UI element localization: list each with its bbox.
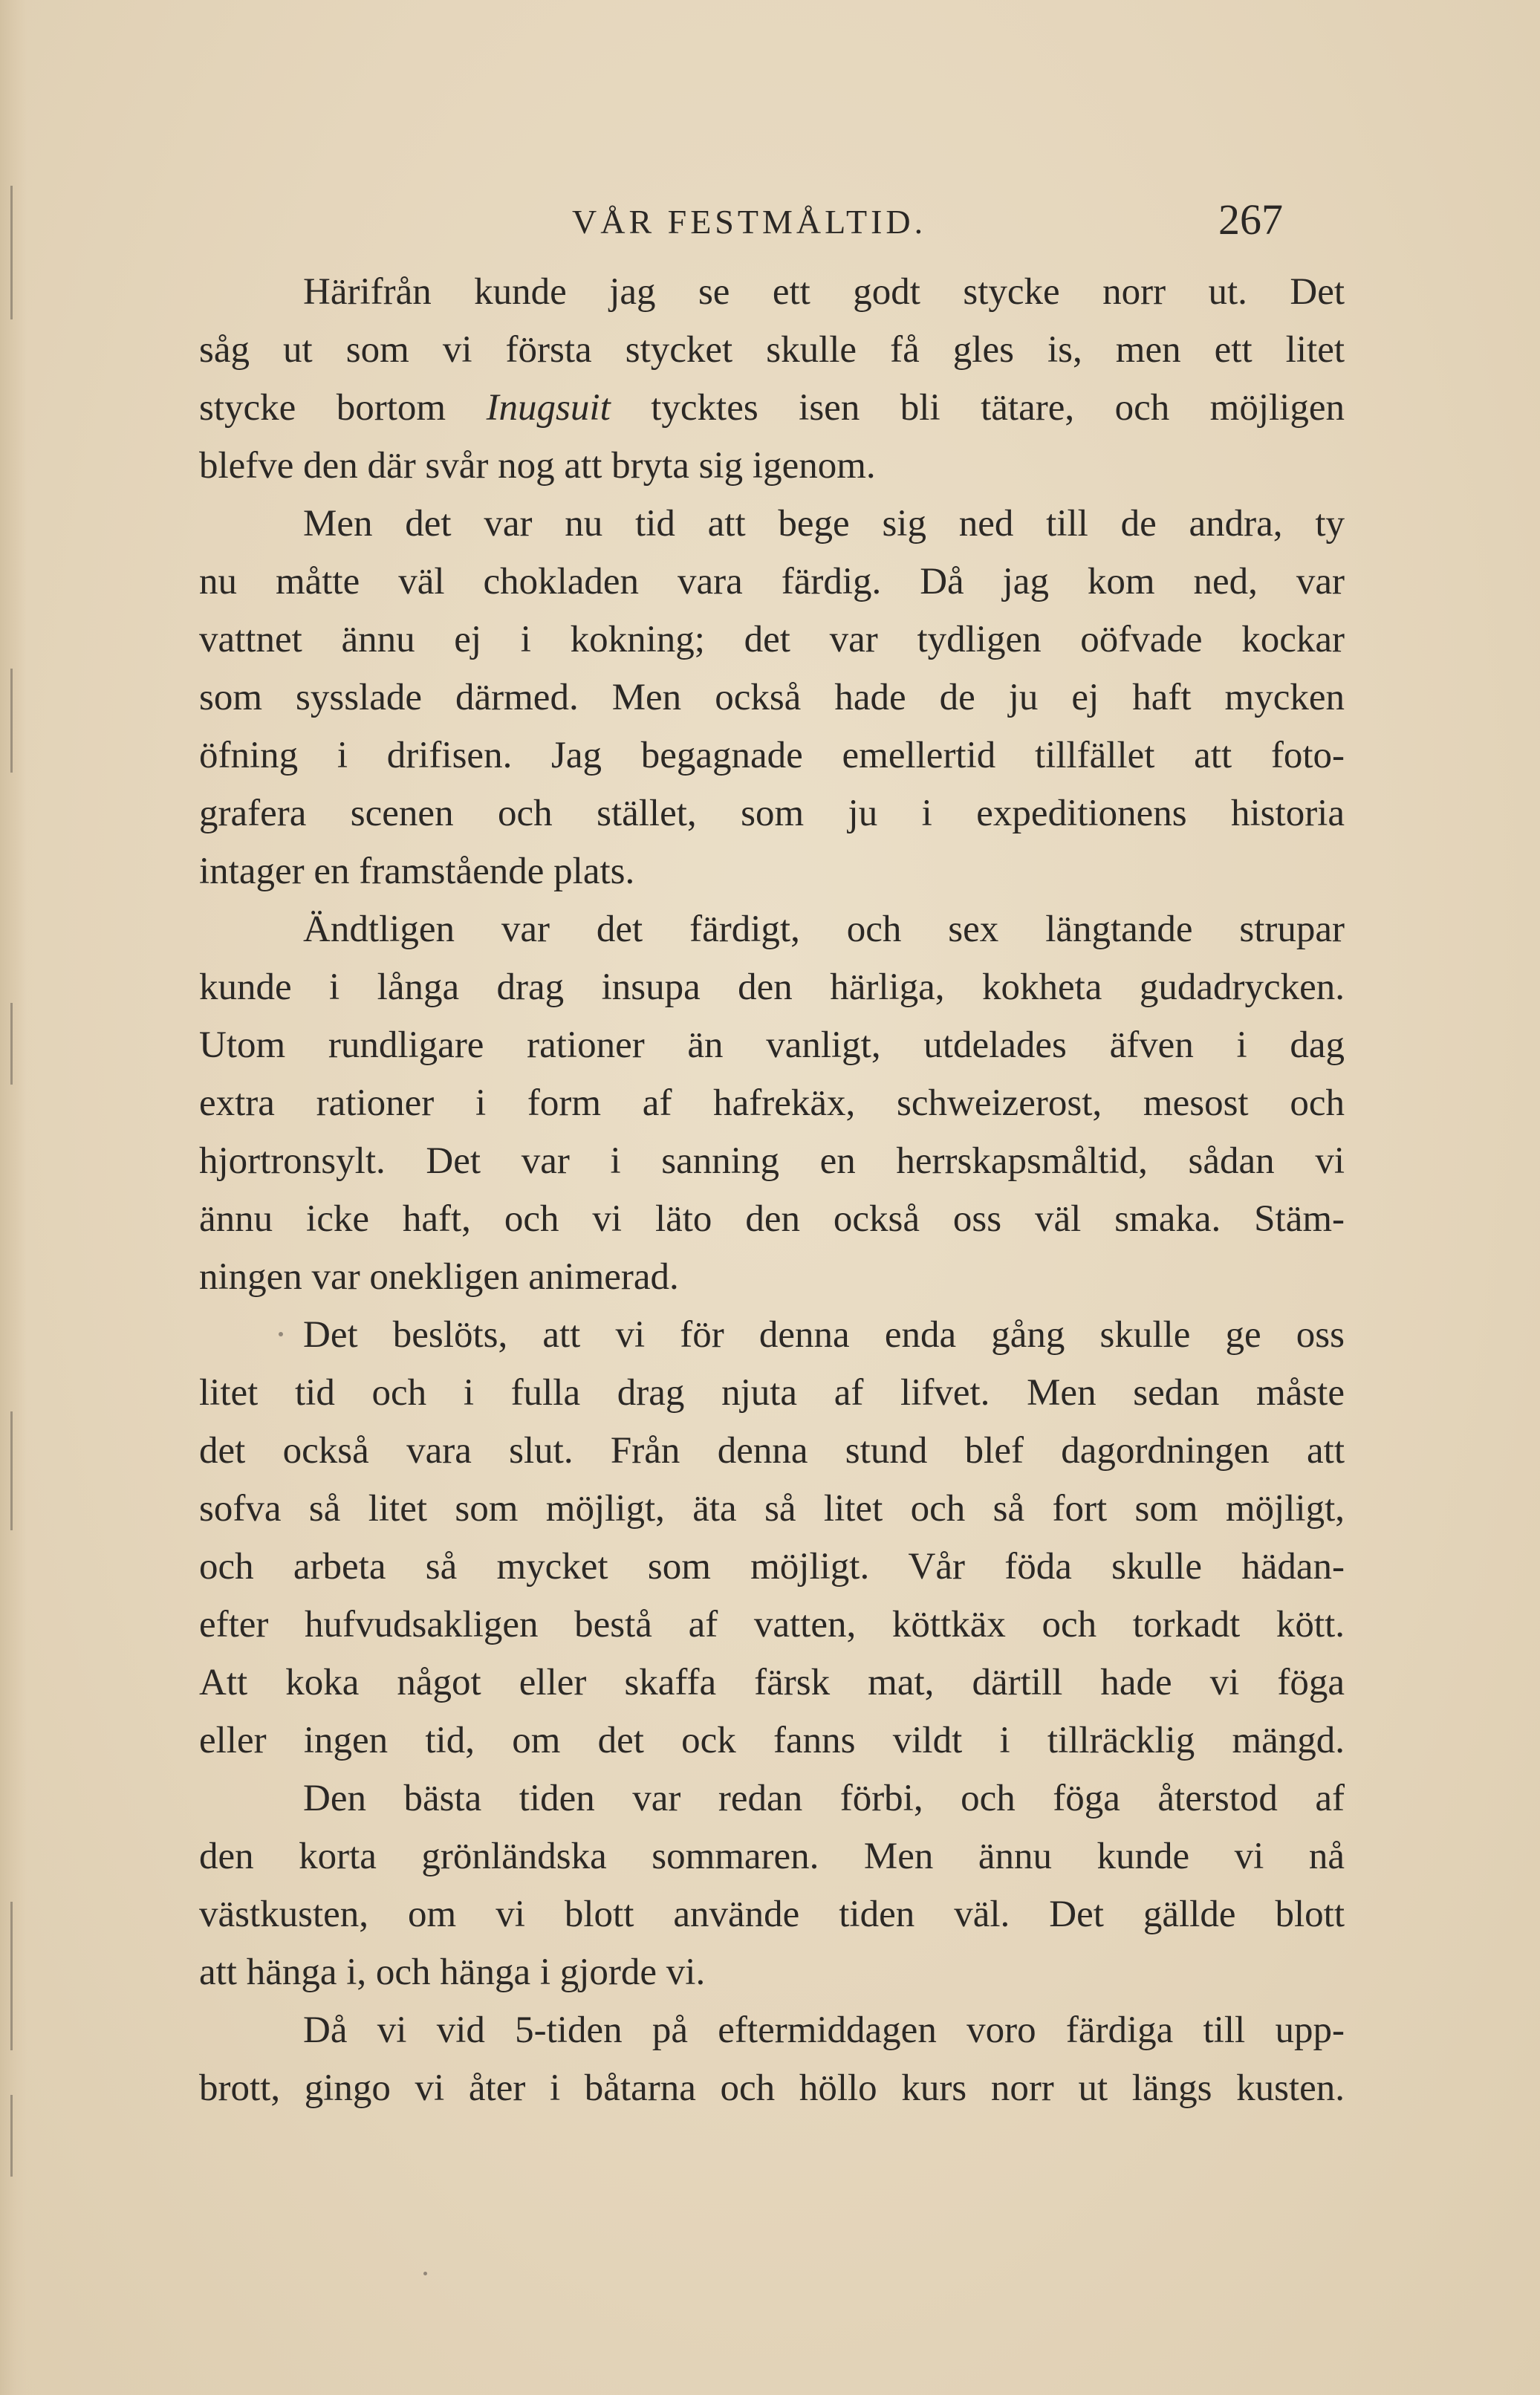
binding-edge-mark xyxy=(10,1003,13,1085)
place-name: Inugsuit xyxy=(486,387,611,429)
text-line: den korta grönländska sommaren. Men ännu kunde vi nå xyxy=(199,1836,1345,1877)
text-line: efter hufvudsakligen bestå af vatten, köttkäx och torkadt kött. xyxy=(199,1604,1345,1645)
text-line: hjortronsylt. Det var i sanning en herrskapsmåltid, sådan vi xyxy=(199,1140,1345,1182)
binding-edge-mark xyxy=(10,1902,13,2050)
text-line: ännu icke haft, och vi läto den också oss väl smaka. Stäm- xyxy=(199,1198,1345,1240)
text-line: intager en framstående plats. xyxy=(199,851,635,892)
text-line: sofva så litet som möjligt, äta så litet och så fort som möjligt, xyxy=(199,1488,1345,1530)
page-number: 267 xyxy=(1218,195,1283,244)
text-line xyxy=(199,379,1345,437)
text-line: nu måtte väl chokladen vara färdig. Då jag kom ned, var xyxy=(199,561,1345,602)
text-line: det också vara slut. Från denna stund blef dagordningen att xyxy=(199,1430,1345,1472)
text-line: Ändtligen var det färdigt, och sex längtande strupar xyxy=(303,909,1345,950)
binding-edge-mark xyxy=(10,669,13,773)
text-line: som sysslade därmed. Men också hade de ju ej haft mycken xyxy=(199,677,1345,718)
text-line-segment: stycke bortom xyxy=(199,387,487,429)
text-line: grafera scenen och stället, som ju i expeditionens historia xyxy=(199,793,1345,834)
text-line: Då vi vid 5-tiden på eftermiddagen voro färdiga till upp- xyxy=(303,2009,1345,2051)
text-line: Utom rundligare rationer än vanligt, utdelades äfven i dag xyxy=(199,1024,1345,1066)
text-line: Den bästa tiden var redan förbi, och föga återstod af xyxy=(303,1778,1345,1819)
text-line: Men det var nu tid att bege sig ned till de andra, ty xyxy=(303,503,1345,545)
body-text xyxy=(199,263,1345,2117)
text-line: Det beslöts, att vi för denna enda gång skulle ge oss xyxy=(303,1314,1345,1356)
page-header xyxy=(0,192,1540,259)
paper-speck xyxy=(423,2272,427,2275)
binding-edge-mark xyxy=(10,2095,13,2177)
text-line: blefve den där svår nog att bryta sig igenom. xyxy=(199,445,876,487)
text-line-segment: tycktes isen bli tätare, och möjligen xyxy=(610,387,1345,429)
text-line: ningen var onekligen animerad. xyxy=(199,1256,679,1298)
text-line: kunde i långa drag insupa den härliga, kokheta gudadrycken. xyxy=(199,966,1345,1008)
text-line: vattnet ännu ej i kokning; det var tydligen oöfvade kockar xyxy=(199,619,1345,660)
text-line: eller ingen tid, om det ock fanns vildt i tillräcklig mängd. xyxy=(199,1720,1345,1761)
text-line: såg ut som vi första stycket skulle få gles is, men ett litet xyxy=(199,329,1345,371)
binding-edge-mark xyxy=(10,1411,13,1530)
text-line: öfning i drifisen. Jag begagnade emellertid tillfället att foto- xyxy=(199,735,1345,776)
text-line: västkusten, om vi blott använde tiden väl. Det gällde blott xyxy=(199,1894,1345,1935)
page-edge xyxy=(0,0,27,2395)
running-title: VÅR FESTMÅLTID. xyxy=(572,203,927,241)
text-line: att hänga i, och hänga i gjorde vi. xyxy=(199,1952,706,1993)
text-line: Att koka något eller skaffa färsk mat, därtill hade vi föga xyxy=(199,1662,1345,1703)
text-line: extra rationer i form af hafrekäx, schweizerost, mesost och xyxy=(199,1082,1345,1124)
text-line: brott, gingo vi åter i båtarna och höllo kurs norr ut längs kusten. xyxy=(199,2067,1345,2109)
text-line: Härifrån kunde jag se ett godt stycke norr ut. Det xyxy=(303,271,1345,313)
text-line: och arbeta så mycket som möjligt. Vår föda skulle hädan- xyxy=(199,1546,1345,1588)
text-line: litet tid och i fulla drag njuta af lifvet. Men sedan måste xyxy=(199,1372,1345,1414)
